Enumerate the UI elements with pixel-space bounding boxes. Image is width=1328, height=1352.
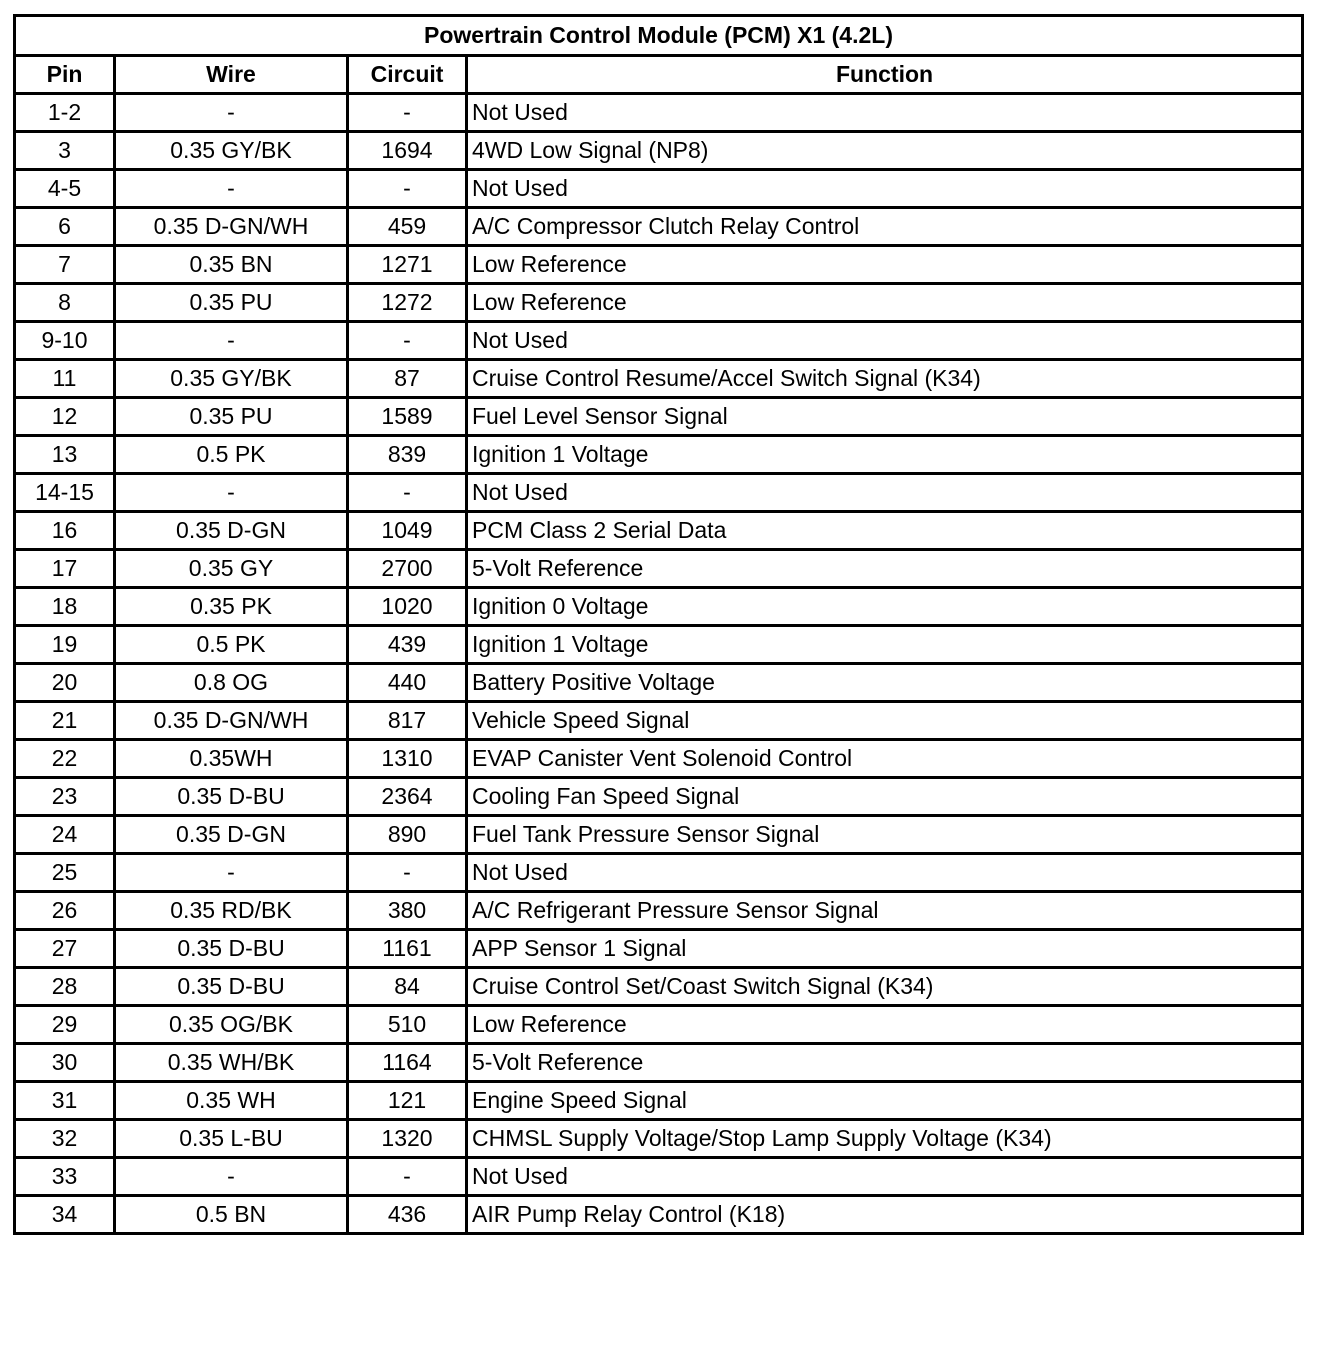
cell-circuit: 380 <box>348 892 467 930</box>
table-row <box>15 816 1303 854</box>
cell-pin: 25 <box>15 854 115 892</box>
cell-pin: 29 <box>15 1006 115 1044</box>
cell-pin: 33 <box>15 1158 115 1196</box>
pcm-connector-table <box>13 14 1304 1235</box>
table-row <box>15 968 1303 1006</box>
cell-pin: 9-10 <box>15 322 115 360</box>
cell-circuit: 87 <box>348 360 467 398</box>
cell-circuit: 817 <box>348 702 467 740</box>
cell-circuit: 510 <box>348 1006 467 1044</box>
cell-function: AIR Pump Relay Control (K18) <box>467 1196 1303 1234</box>
cell-pin: 22 <box>15 740 115 778</box>
cell-function: Cooling Fan Speed Signal <box>467 778 1303 816</box>
cell-pin: 18 <box>15 588 115 626</box>
cell-circuit: 1161 <box>348 930 467 968</box>
cell-function: Not Used <box>467 170 1303 208</box>
table-row <box>15 664 1303 702</box>
cell-function: 5-Volt Reference <box>467 550 1303 588</box>
cell-wire: 0.35 OG/BK <box>115 1006 348 1044</box>
cell-wire: - <box>115 854 348 892</box>
cell-circuit: - <box>348 854 467 892</box>
cell-circuit: 459 <box>348 208 467 246</box>
cell-wire: 0.35 RD/BK <box>115 892 348 930</box>
cell-pin: 11 <box>15 360 115 398</box>
table-row <box>15 284 1303 322</box>
table-row <box>15 930 1303 968</box>
table-row <box>15 1196 1303 1234</box>
table-body <box>15 94 1303 1234</box>
header-wire: Wire <box>115 56 348 94</box>
cell-circuit: - <box>348 170 467 208</box>
cell-wire: 0.35 D-BU <box>115 968 348 1006</box>
cell-wire: 0.35 D-BU <box>115 778 348 816</box>
cell-pin: 8 <box>15 284 115 322</box>
table-row <box>15 398 1303 436</box>
cell-function: Fuel Level Sensor Signal <box>467 398 1303 436</box>
cell-wire: 0.5 BN <box>115 1196 348 1234</box>
cell-circuit: 839 <box>348 436 467 474</box>
table-row <box>15 246 1303 284</box>
header-function: Function <box>467 56 1303 94</box>
cell-wire: 0.35 PK <box>115 588 348 626</box>
cell-circuit: - <box>348 1158 467 1196</box>
table-row <box>15 588 1303 626</box>
cell-circuit: 1020 <box>348 588 467 626</box>
table-row <box>15 1044 1303 1082</box>
cell-pin: 34 <box>15 1196 115 1234</box>
cell-wire: 0.35 D-GN/WH <box>115 208 348 246</box>
cell-circuit: 121 <box>348 1082 467 1120</box>
cell-function: Not Used <box>467 474 1303 512</box>
cell-circuit: 1271 <box>348 246 467 284</box>
cell-wire: - <box>115 1158 348 1196</box>
table-header-row <box>15 56 1303 94</box>
cell-function: Low Reference <box>467 246 1303 284</box>
table-row <box>15 778 1303 816</box>
cell-function: Not Used <box>467 94 1303 132</box>
table-row <box>15 436 1303 474</box>
cell-wire: 0.35 BN <box>115 246 348 284</box>
table-row <box>15 170 1303 208</box>
cell-function: APP Sensor 1 Signal <box>467 930 1303 968</box>
cell-wire: 0.35WH <box>115 740 348 778</box>
cell-function: A/C Compressor Clutch Relay Control <box>467 208 1303 246</box>
cell-function: Not Used <box>467 322 1303 360</box>
cell-pin: 28 <box>15 968 115 1006</box>
table-row <box>15 132 1303 170</box>
cell-circuit: 84 <box>348 968 467 1006</box>
cell-wire: 0.35 PU <box>115 284 348 322</box>
cell-wire: 0.35 GY/BK <box>115 360 348 398</box>
cell-function: Low Reference <box>467 1006 1303 1044</box>
cell-function: EVAP Canister Vent Solenoid Control <box>467 740 1303 778</box>
table-row <box>15 892 1303 930</box>
cell-pin: 19 <box>15 626 115 664</box>
cell-wire: 0.5 PK <box>115 436 348 474</box>
cell-circuit: 2700 <box>348 550 467 588</box>
cell-wire: 0.8 OG <box>115 664 348 702</box>
table-row <box>15 1082 1303 1120</box>
cell-pin: 3 <box>15 132 115 170</box>
cell-wire: - <box>115 322 348 360</box>
cell-wire: 0.35 WH <box>115 1082 348 1120</box>
cell-wire: - <box>115 474 348 512</box>
cell-wire: 0.35 WH/BK <box>115 1044 348 1082</box>
cell-circuit: 1164 <box>348 1044 467 1082</box>
cell-function: A/C Refrigerant Pressure Sensor Signal <box>467 892 1303 930</box>
table-row <box>15 854 1303 892</box>
table-title-row <box>15 16 1303 56</box>
cell-function: Ignition 1 Voltage <box>467 626 1303 664</box>
cell-function: Engine Speed Signal <box>467 1082 1303 1120</box>
cell-wire: - <box>115 170 348 208</box>
cell-circuit: 1272 <box>348 284 467 322</box>
cell-wire: 0.35 L-BU <box>115 1120 348 1158</box>
cell-function: Ignition 1 Voltage <box>467 436 1303 474</box>
cell-function: Low Reference <box>467 284 1303 322</box>
table-row <box>15 360 1303 398</box>
cell-circuit: - <box>348 322 467 360</box>
cell-function: Fuel Tank Pressure Sensor Signal <box>467 816 1303 854</box>
cell-function: Not Used <box>467 854 1303 892</box>
table-row <box>15 1158 1303 1196</box>
cell-function: 4WD Low Signal (NP8) <box>467 132 1303 170</box>
cell-pin: 16 <box>15 512 115 550</box>
cell-wire: 0.35 D-GN <box>115 816 348 854</box>
table-row <box>15 512 1303 550</box>
cell-function: Battery Positive Voltage <box>467 664 1303 702</box>
cell-pin: 30 <box>15 1044 115 1082</box>
table-row <box>15 702 1303 740</box>
cell-pin: 7 <box>15 246 115 284</box>
cell-pin: 31 <box>15 1082 115 1120</box>
cell-circuit: - <box>348 94 467 132</box>
cell-wire: 0.35 D-GN/WH <box>115 702 348 740</box>
cell-pin: 1-2 <box>15 94 115 132</box>
cell-circuit: 1694 <box>348 132 467 170</box>
cell-function: Ignition 0 Voltage <box>467 588 1303 626</box>
table-row <box>15 208 1303 246</box>
cell-wire: 0.35 GY <box>115 550 348 588</box>
cell-function: Vehicle Speed Signal <box>467 702 1303 740</box>
cell-pin: 13 <box>15 436 115 474</box>
cell-wire: 0.35 PU <box>115 398 348 436</box>
cell-wire: - <box>115 94 348 132</box>
cell-circuit: 440 <box>348 664 467 702</box>
cell-function: 5-Volt Reference <box>467 1044 1303 1082</box>
cell-pin: 27 <box>15 930 115 968</box>
table-row <box>15 474 1303 512</box>
cell-pin: 26 <box>15 892 115 930</box>
table-row <box>15 740 1303 778</box>
cell-circuit: 439 <box>348 626 467 664</box>
cell-circuit: 890 <box>348 816 467 854</box>
cell-pin: 12 <box>15 398 115 436</box>
cell-circuit: 1320 <box>348 1120 467 1158</box>
table-row <box>15 1006 1303 1044</box>
cell-pin: 20 <box>15 664 115 702</box>
cell-pin: 21 <box>15 702 115 740</box>
cell-pin: 32 <box>15 1120 115 1158</box>
cell-pin: 24 <box>15 816 115 854</box>
cell-wire: 0.35 D-GN <box>115 512 348 550</box>
cell-function: Cruise Control Set/Coast Switch Signal (K34) <box>467 968 1303 1006</box>
table-row <box>15 322 1303 360</box>
header-circuit: Circuit <box>348 56 467 94</box>
cell-wire: 0.5 PK <box>115 626 348 664</box>
cell-circuit: - <box>348 474 467 512</box>
cell-pin: 23 <box>15 778 115 816</box>
pcm-connector-table-wrapper <box>13 14 1301 1235</box>
cell-pin: 6 <box>15 208 115 246</box>
cell-function: PCM Class 2 Serial Data <box>467 512 1303 550</box>
table-row <box>15 626 1303 664</box>
cell-circuit: 436 <box>348 1196 467 1234</box>
cell-wire: 0.35 GY/BK <box>115 132 348 170</box>
cell-pin: 4-5 <box>15 170 115 208</box>
table-row <box>15 94 1303 132</box>
cell-circuit: 1049 <box>348 512 467 550</box>
table-row <box>15 1120 1303 1158</box>
cell-circuit: 1589 <box>348 398 467 436</box>
cell-pin: 17 <box>15 550 115 588</box>
table-title: Powertrain Control Module (PCM) X1 (4.2L) <box>15 16 1303 56</box>
cell-pin: 14-15 <box>15 474 115 512</box>
cell-function: CHMSL Supply Voltage/Stop Lamp Supply Voltage (K34) <box>467 1120 1303 1158</box>
cell-function: Not Used <box>467 1158 1303 1196</box>
cell-circuit: 2364 <box>348 778 467 816</box>
table-row <box>15 550 1303 588</box>
cell-wire: 0.35 D-BU <box>115 930 348 968</box>
cell-circuit: 1310 <box>348 740 467 778</box>
cell-function: Cruise Control Resume/Accel Switch Signal (K34) <box>467 360 1303 398</box>
header-pin: Pin <box>15 56 115 94</box>
